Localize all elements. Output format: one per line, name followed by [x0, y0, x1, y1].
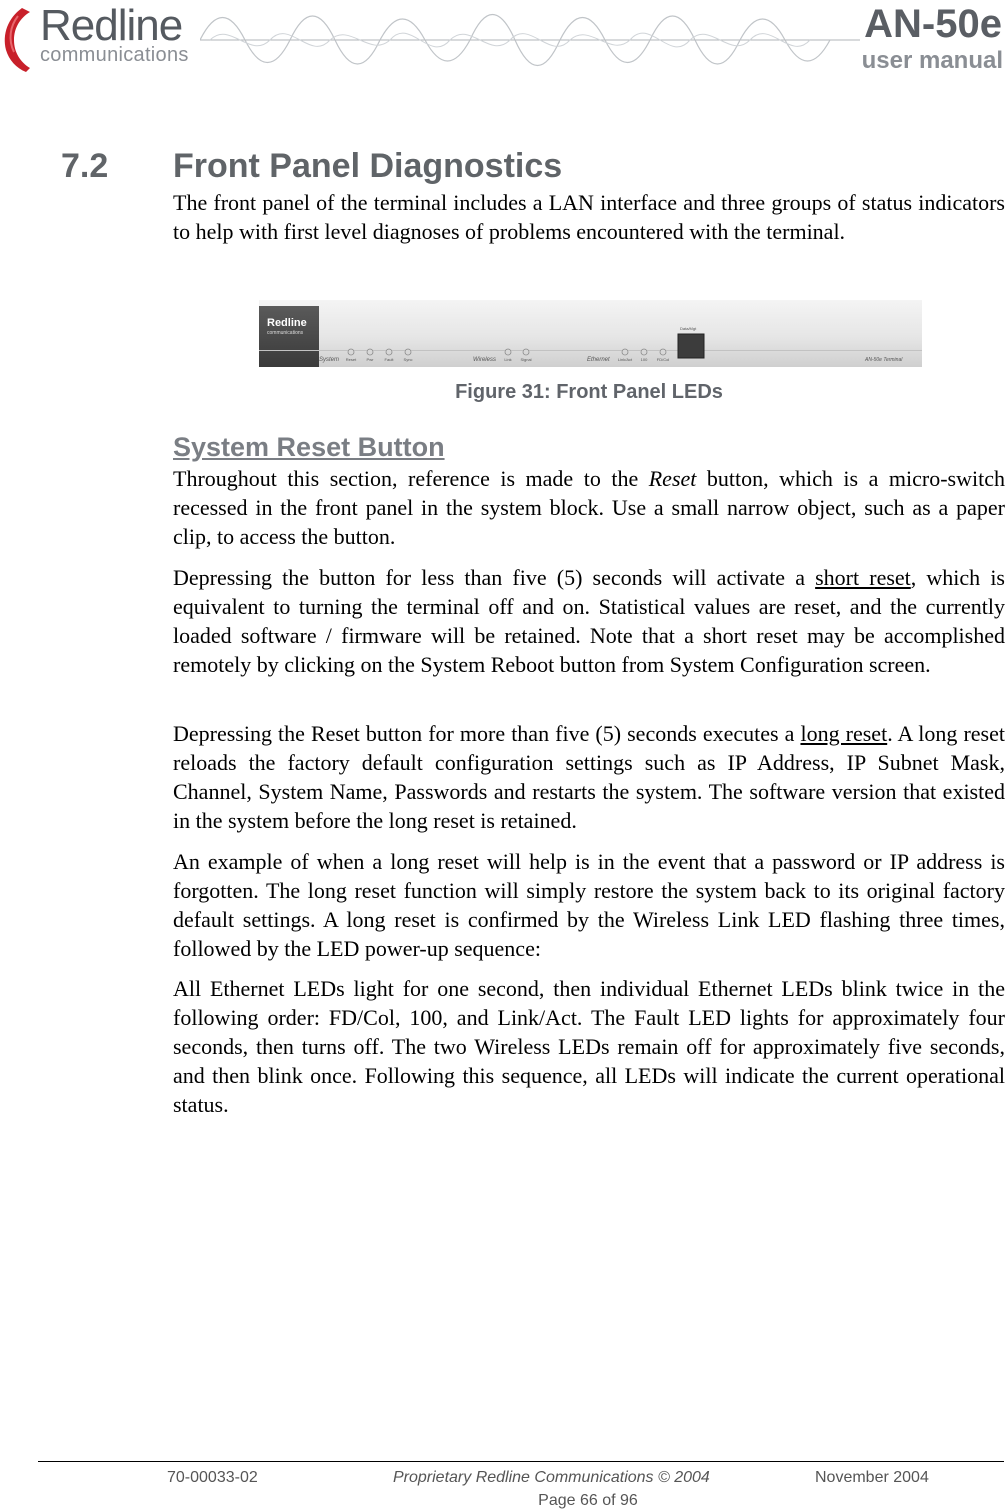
footer-doc-number: 70-00033-02 [167, 1469, 258, 1486]
section-number: 7.2 [61, 147, 109, 185]
footer-page-number: Page 66 of 96 [538, 1492, 638, 1509]
footer-proprietary: Proprietary Redline Communications © 2004 [393, 1469, 710, 1486]
led-label: Signal [520, 357, 532, 362]
p1-text-a: Throughout this section, reference is made to the [173, 466, 649, 491]
p2-text-b: , which is equivalent to turning the terminal off and on. Statistical values are reset, and the currently loaded software / firmware will be retained. Note that a short reset may be accomplished remotely by clicking on the System Reboot button from System Configuration screen. [173, 565, 1005, 677]
footer-rule [38, 1461, 1004, 1462]
led-sync [405, 349, 411, 355]
short-reset-term: short reset [815, 565, 911, 590]
panel-model: AN-50e Terminal [865, 357, 903, 363]
p3-text-b: . A long reset reloads the factory default configuration settings such as IP Address, IP Subnet Mask, Channel, System Name, Passwords and restarts the system. The software version that existed in the system before the long reset is retained. [173, 721, 1005, 833]
group-label-ethernet: Ethernet [587, 357, 610, 363]
led-label: FD/Col [656, 357, 670, 362]
footer-date: November 2004 [815, 1469, 929, 1486]
brand-name: Redline [40, 1, 183, 50]
led-label: 100 [640, 357, 648, 362]
paragraph-led-sequence: All Ethernet LEDs light for one second, then individual Ethernet LEDs blink twice in the following order: FD/Col, 100, and Link/Act. The Fault LED lights for approximately four seconds, then turns off. The two Wireless LEDs remain off for approximately five seconds, and then blink once. Following this sequence, all LEDs will indicate the current operational status. [173, 976, 1005, 1117]
port-label: Data/Mgt [680, 326, 697, 331]
led-link-act [622, 349, 628, 355]
led-label: Fault [384, 357, 394, 362]
subsection-title: System Reset Button [173, 432, 445, 462]
led-label: Pwr [366, 357, 374, 362]
group-label-system: System [319, 357, 340, 363]
panel-divider [259, 350, 922, 351]
led-label: Link [504, 357, 512, 362]
paragraph-reset-intro [173, 464, 1005, 551]
front-panel-figure [259, 300, 922, 367]
led-link [505, 349, 511, 355]
led-pwr [367, 349, 373, 355]
p2-text-a: Depressing the button for less than five (5) seconds will activate a [173, 565, 816, 590]
panel-logo-sub: communications [267, 330, 304, 336]
p3-text-a: Depressing the Reset button for more than five (5) seconds executes a [173, 721, 801, 746]
led-label: Link/Act [617, 357, 633, 362]
led-label: Sync [403, 357, 413, 362]
section-title: Front Panel Diagnostics [173, 147, 563, 185]
led-100 [641, 349, 647, 355]
panel-logo-name: Redline [267, 317, 307, 329]
redline-logo-icon [0, 4, 40, 74]
figure-caption: Figure 31: Front Panel LEDs [455, 381, 723, 403]
long-reset-term: long reset [800, 721, 888, 746]
led-signal [523, 349, 529, 355]
data-port [678, 334, 704, 358]
page-header [0, 0, 1008, 90]
p1-reset-emphasis: Reset [648, 466, 697, 491]
led-fd-col [660, 349, 666, 355]
product-name: AN-50e [864, 2, 1002, 46]
section-intro: The front panel of the terminal includes a LAN interface and three groups of status indicators to help with first level diagnoses of problems encountered with the terminal. [173, 190, 1005, 244]
led-reset [348, 349, 354, 355]
brand-subtitle: communications [40, 44, 189, 66]
led-label: Reset [345, 357, 357, 362]
paragraph-long-reset [173, 719, 1005, 835]
led-fault [386, 349, 392, 355]
paragraph-short-reset [173, 563, 1005, 679]
paragraph-long-reset-example: An example of when a long reset will help is in the event that a password or IP address is forgotten. The long reset function will simply restore the system back to its original factory default settings. A long reset is confirmed by the Wireless Link LED flashing three times, followed by the LED power-up sequence: [173, 849, 1005, 961]
group-label-wireless: Wireless [473, 357, 496, 363]
document-type: user manual [861, 47, 1003, 74]
p1-text-b: button, which is a micro-switch recessed in the front panel in the system block. Use a small narrow object, such as a paper clip, to access the button. [173, 466, 1005, 549]
panel-logo-block [259, 306, 319, 367]
waveform-graphic [200, 0, 860, 80]
